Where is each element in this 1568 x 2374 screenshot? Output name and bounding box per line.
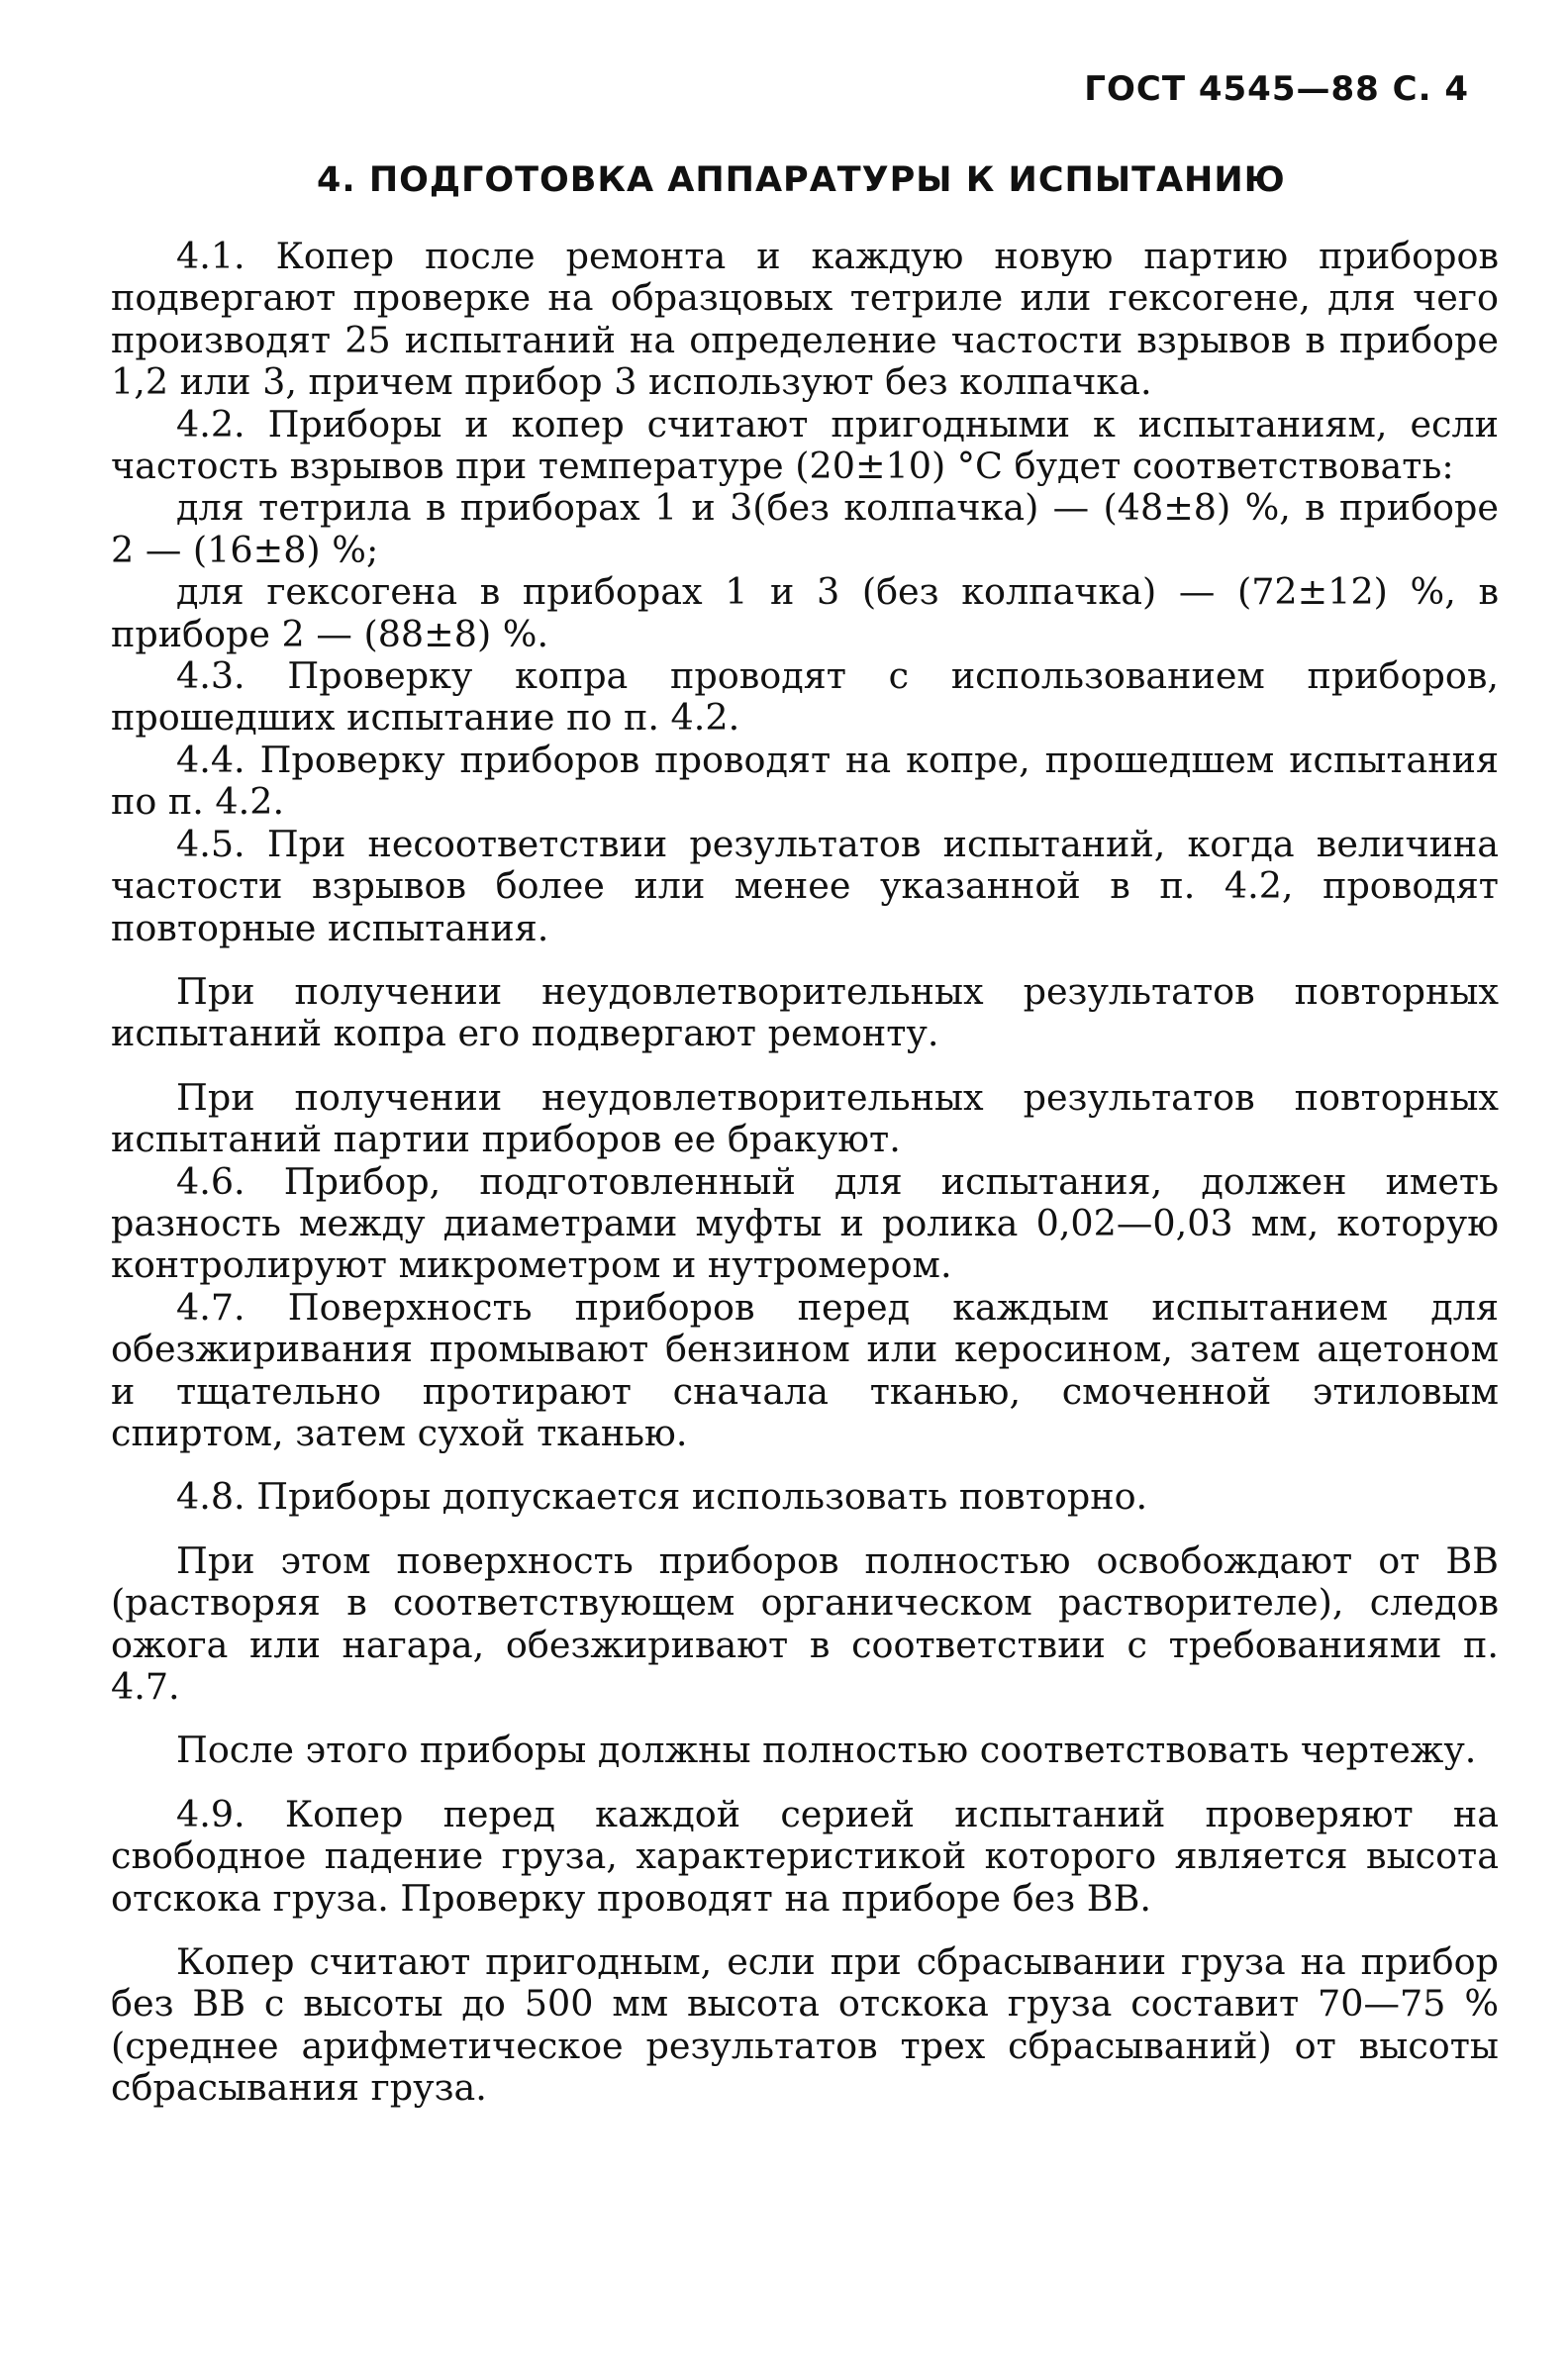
paragraph-4-6: 4.6. Прибор, подготовленный для испытания, должен иметь разность между диаметрами муфты и ролика 0,02—0,03 мм, которую контролируют микрометром и нутромером. xyxy=(111,1159,1499,1287)
section-body xyxy=(111,236,1499,2110)
paragraph-hexogen-frequency: для гексогена в приборах 1 и 3 (без колпачка) — (72±12) %, в приборе 2 — (88±8) %. xyxy=(111,570,1499,655)
paragraph-4-3: 4.3. Проверку копра проводят с использованием приборов, прошедших испытание по п. 4.2. xyxy=(111,654,1499,740)
paragraph-repair: При получении неудовлетворительных результатов повторных испытаний копра его подвергают ремонту. xyxy=(111,969,1499,1055)
paragraph-drawing-conformity: После этого приборы должны полностью соответствовать чертежу. xyxy=(176,1729,1477,1772)
paragraph-4-5: 4.5. При несоответствии результатов испытаний, когда величина частости взрывов более или менее указанной в п. 4.2, проводят повторные испытания. xyxy=(111,822,1499,949)
paragraph-4-1: 4.1. Копер после ремонта и каждую новую партию приборов подвергают проверке на образцовых тетриле или гексогене, для чего производят 25 испытаний на определение частости взрывов в приборе 1,2 или 3, причем прибор 3 используют без колпачка. xyxy=(111,235,1499,404)
section-title: 4. ПОДГОТОВКА АППАРАТУРЫ К ИСПЫТАНИЮ xyxy=(317,160,1286,200)
paragraph-4-4: 4.4. Проверку приборов проводят на копре, прошедшем испытания по п. 4.2. xyxy=(111,738,1499,824)
paragraph-4-2: 4.2. Приборы и копер считают пригодными к испытаниям, если частость взрывов при температуре (20±10) °С будет соответствовать: xyxy=(111,402,1499,488)
paragraph-reject: При получении неудовлетворительных результатов повторных испытаний партии приборов ее бракуют. xyxy=(111,1075,1499,1161)
paragraph-4-7: 4.7. Поверхность приборов перед каждым испытанием для обезжиривания промывают бензином или керосином, затем ацетоном и тщательно протирают сначала тканью, смоченной этиловым спиртом, затем сухой тканью. xyxy=(111,1285,1499,1454)
page-header: ГОСТ 4545—88 С. 4 xyxy=(1084,69,1469,109)
paragraph-rebound: Копер считают пригодным, если при сбрасывании груза на прибор без ВВ с высоты до 500 мм высота отскока груза составит 70—75 % (среднее арифметическое результатов трех сбрасываний) от высоты сбрасывания груза. xyxy=(111,1940,1499,2110)
paragraph-tetryl-frequency: для тетрила в приборах 1 и 3(без колпачка) — (48±8) %, в приборе 2 — (16±8) %; xyxy=(111,486,1499,571)
paragraph-4-8: 4.8. Приборы допускается использовать повторно. xyxy=(176,1475,1148,1519)
paragraph-4-9: 4.9. Копер перед каждой серией испытаний проверяют на свободное падение груза, характеристикой которого является высота отскока груза. Проверку проводят на приборе без ВВ. xyxy=(111,1792,1499,1920)
paragraph-cleaning: При этом поверхность приборов полностью освобождают от ВВ (растворяя в соответствующем органическом растворителе), следов ожога или нагара, обезжиривают в соответствии с требованиями п. 4.7. xyxy=(111,1538,1499,1708)
